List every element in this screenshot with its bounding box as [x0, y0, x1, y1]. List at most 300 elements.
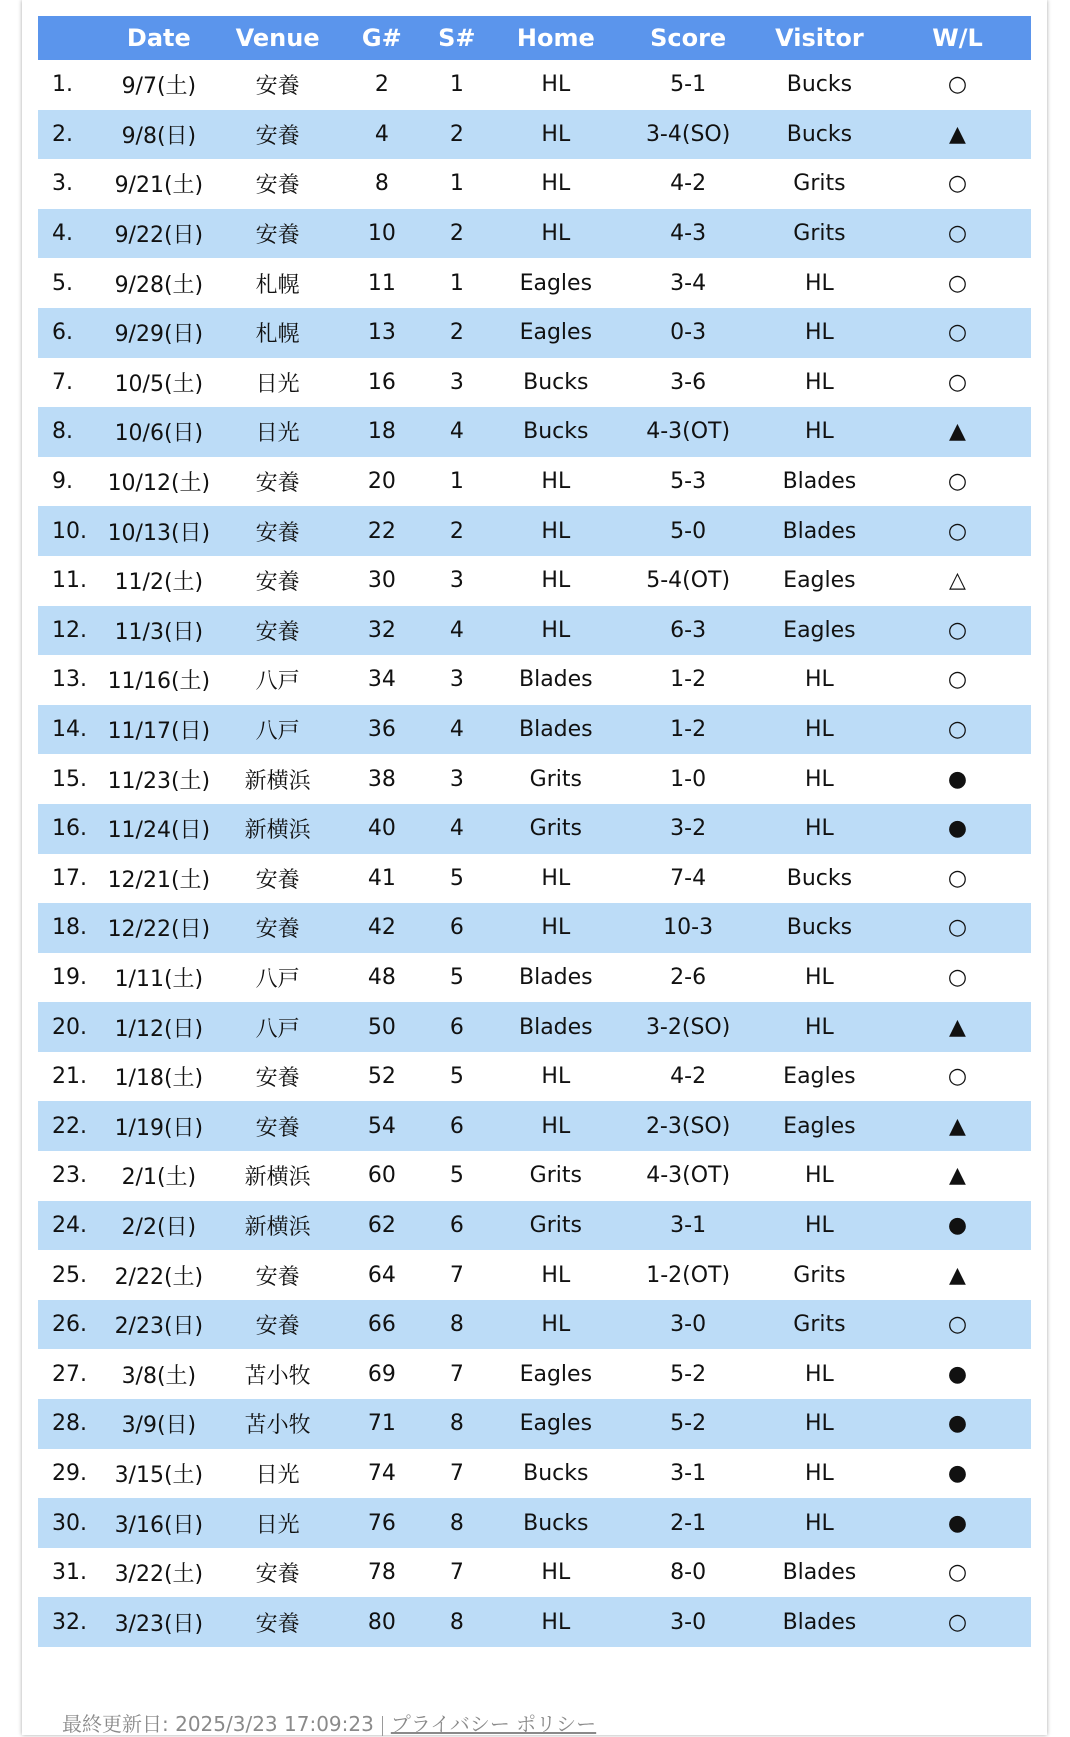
- cell-game-number: 40: [340, 804, 423, 854]
- cell-score: 2-1: [621, 1498, 754, 1548]
- cell-series-number: 4: [424, 407, 491, 457]
- footer-divider: [382, 1716, 383, 1736]
- table-row: [38, 804, 1031, 854]
- cell-game-number: 80: [340, 1597, 423, 1647]
- cell-win-loss: [884, 1597, 1031, 1647]
- cell-game-number: 69: [367, 1361, 396, 1387]
- cell-venue: 安養: [215, 110, 340, 160]
- cell-score: 4-3(OT): [646, 1163, 731, 1189]
- result-mark-icon: ○: [947, 518, 968, 544]
- cell-visitor: Grits: [793, 1262, 846, 1288]
- cell-visitor: HL: [805, 667, 834, 693]
- cell-win-loss: [884, 1349, 1031, 1399]
- table-row: [38, 358, 1031, 408]
- result-mark-icon: ○: [947, 171, 968, 197]
- cell-score: 6-3: [621, 606, 754, 656]
- cell-date: 2/2(日): [103, 1201, 216, 1251]
- cell-score: 5-2: [621, 1399, 754, 1449]
- cell-home: HL: [541, 469, 571, 495]
- cell-win-loss: [884, 60, 1031, 110]
- cell-win-loss: [884, 358, 1031, 408]
- table-row: [38, 1300, 1031, 1350]
- cell-home: Eagles: [490, 308, 621, 358]
- cell-home: Blades: [490, 1002, 621, 1052]
- cell-date: 9/28(土): [114, 272, 204, 298]
- table-row: [38, 1597, 1031, 1647]
- cell-home: HL: [490, 606, 621, 656]
- cell-row-number: 23.: [52, 1163, 87, 1189]
- result-mark-icon: ▲: [949, 1014, 966, 1040]
- cell-win-loss: [884, 804, 1031, 854]
- table-row: [38, 457, 1031, 507]
- cell-home: HL: [541, 171, 571, 197]
- cell-home: HL: [490, 1101, 621, 1151]
- cell-visitor: Grits: [755, 209, 884, 259]
- result-mark-icon: ○: [947, 617, 968, 643]
- result-mark-icon: ●: [947, 1411, 968, 1437]
- cell-date: 1/18(土): [114, 1066, 204, 1092]
- cell-score: 10-3: [621, 903, 754, 953]
- cell-series-number: 8: [424, 1300, 491, 1350]
- cell-visitor: HL: [805, 369, 834, 395]
- table-row: [38, 60, 1031, 110]
- header-date: Date: [103, 16, 216, 60]
- table-row: [38, 1498, 1031, 1548]
- cell-home: Grits: [529, 766, 582, 792]
- table-row: [38, 209, 1031, 259]
- cell-row-number: 25.: [52, 1262, 87, 1288]
- cell-win-loss: [884, 1449, 1031, 1499]
- cell-score: 3-2(SO): [621, 1002, 754, 1052]
- cell-win-loss: [884, 457, 1031, 507]
- cell-win-loss: [884, 754, 1031, 804]
- cell-visitor: Grits: [793, 171, 846, 197]
- cell-venue: 札幌: [215, 308, 340, 358]
- cell-game-number: 18: [340, 407, 423, 457]
- cell-row-number: 28.: [38, 1399, 103, 1449]
- cell-series-number: 3: [449, 667, 464, 693]
- cell-score: 3-1: [621, 1201, 754, 1251]
- cell-game-number: 76: [340, 1498, 423, 1548]
- cell-series-number: 6: [424, 1002, 491, 1052]
- cell-venue: 新横浜: [244, 768, 311, 794]
- cell-visitor: Eagles: [783, 568, 856, 594]
- cell-row-number: 26.: [38, 1300, 103, 1350]
- result-mark-icon: ○: [947, 915, 968, 941]
- cell-series-number: 6: [424, 1201, 491, 1251]
- cell-row-number: 6.: [38, 308, 103, 358]
- cell-series-number: 2: [424, 209, 491, 259]
- cell-date: 9/21(土): [114, 173, 204, 199]
- cell-series-number: 1: [449, 72, 464, 98]
- cell-row-number: 30.: [38, 1498, 103, 1548]
- result-mark-icon: ○: [947, 1609, 968, 1635]
- cell-visitor: HL: [805, 1163, 834, 1189]
- cell-home: Bucks: [490, 407, 621, 457]
- cell-score: 1-0: [670, 766, 707, 792]
- cell-visitor: HL: [805, 964, 834, 990]
- table-row: [38, 1151, 1031, 1201]
- cell-date: 11/2(土): [114, 570, 204, 596]
- cell-row-number: 20.: [38, 1002, 103, 1052]
- cell-venue: 安養: [215, 209, 340, 259]
- cell-series-number: 2: [424, 110, 491, 160]
- cell-game-number: 16: [367, 369, 396, 395]
- table-row: [38, 506, 1031, 556]
- cell-home: Blades: [518, 964, 593, 990]
- cell-game-number: 30: [367, 568, 396, 594]
- cell-win-loss: [884, 506, 1031, 556]
- result-mark-icon: ▲: [949, 419, 966, 445]
- cell-row-number: 8.: [38, 407, 103, 457]
- table-row: [38, 1548, 1031, 1598]
- cell-date: 2/23(日): [103, 1300, 216, 1350]
- cell-series-number: 8: [424, 1399, 491, 1449]
- result-mark-icon: ○: [947, 667, 968, 693]
- cell-row-number: 1.: [52, 72, 73, 98]
- cell-game-number: 13: [340, 308, 423, 358]
- cell-win-loss: [884, 1151, 1031, 1201]
- cell-venue: 安養: [255, 173, 300, 199]
- table-row: [38, 1250, 1031, 1300]
- cell-date: 10/6(日): [103, 407, 216, 457]
- cell-home: HL: [490, 1300, 621, 1350]
- cell-series-number: 3: [449, 369, 464, 395]
- cell-date: 12/22(日): [103, 903, 216, 953]
- cell-game-number: 36: [340, 705, 423, 755]
- cell-row-number: 13.: [52, 667, 87, 693]
- result-mark-icon: ●: [947, 1460, 968, 1486]
- cell-date: 9/8(日): [103, 110, 216, 160]
- cell-series-number: 8: [424, 1498, 491, 1548]
- cell-row-number: 7.: [52, 369, 73, 395]
- cell-venue: 安養: [215, 903, 340, 953]
- cell-venue: 安養: [255, 74, 300, 100]
- result-mark-icon: ▲: [949, 121, 966, 147]
- cell-game-number: 54: [340, 1101, 423, 1151]
- cell-visitor: HL: [755, 804, 884, 854]
- header-visitor: Visitor: [755, 16, 884, 60]
- cell-venue: 八戸: [215, 705, 340, 755]
- cell-row-number: 24.: [38, 1201, 103, 1251]
- cell-game-number: 38: [367, 766, 396, 792]
- cell-series-number: 3: [449, 766, 464, 792]
- cell-venue: 日光: [255, 1462, 300, 1488]
- cell-win-loss: [884, 209, 1031, 259]
- cell-win-loss: [884, 705, 1031, 755]
- cell-win-loss: [884, 110, 1031, 160]
- cell-series-number: 7: [449, 1262, 464, 1288]
- table-row: [38, 159, 1031, 209]
- cell-score: 8-0: [670, 1560, 707, 1586]
- result-mark-icon: ○: [947, 221, 968, 247]
- cell-row-number: 10.: [38, 506, 103, 556]
- cell-visitor: HL: [755, 705, 884, 755]
- cell-home: HL: [541, 568, 571, 594]
- table-row: [38, 308, 1031, 358]
- cell-venue: 安養: [215, 606, 340, 656]
- cell-visitor: Bucks: [786, 72, 853, 98]
- cell-game-number: 4: [340, 110, 423, 160]
- cell-date: 10/13(日): [103, 506, 216, 556]
- header-game-number: G#: [340, 16, 423, 60]
- cell-series-number: 6: [424, 1101, 491, 1151]
- cell-series-number: 6: [424, 903, 491, 953]
- cell-win-loss: [884, 1548, 1031, 1598]
- cell-date: 1/11(土): [114, 966, 204, 992]
- cell-date: 3/16(日): [103, 1498, 216, 1548]
- cell-home: HL: [541, 72, 571, 98]
- cell-venue: 日光: [255, 371, 300, 397]
- cell-game-number: 74: [367, 1460, 396, 1486]
- cell-visitor: HL: [755, 407, 884, 457]
- header-home: Home: [490, 16, 621, 60]
- cell-row-number: 27.: [52, 1361, 87, 1387]
- result-mark-icon: ▲: [949, 1113, 966, 1139]
- footer: [62, 1708, 596, 1737]
- cell-venue: 苫小牧: [244, 1363, 311, 1389]
- cell-visitor: HL: [755, 1498, 884, 1548]
- cell-date: 11/17(日): [103, 705, 216, 755]
- cell-score: 7-4: [670, 865, 707, 891]
- cell-game-number: 34: [367, 667, 396, 693]
- result-mark-icon: ▲: [949, 1262, 966, 1288]
- cell-visitor: Blades: [755, 1597, 884, 1647]
- table-row: [38, 1101, 1031, 1151]
- cell-row-number: 15.: [52, 766, 87, 792]
- cell-row-number: 16.: [38, 804, 103, 854]
- cell-score: 0-3: [621, 308, 754, 358]
- cell-score: 4-2: [670, 1064, 707, 1090]
- cell-date: 9/7(土): [121, 74, 197, 100]
- cell-win-loss: [884, 308, 1031, 358]
- cell-visitor: HL: [755, 1201, 884, 1251]
- cell-date: 12/21(土): [107, 867, 211, 893]
- cell-venue: 安養: [255, 570, 300, 596]
- table-row: [38, 606, 1031, 656]
- cell-date: 9/29(日): [103, 308, 216, 358]
- cell-game-number: 22: [340, 506, 423, 556]
- cell-home: HL: [541, 1560, 571, 1586]
- cell-score: 3-0: [621, 1597, 754, 1647]
- cell-home: Eagles: [519, 1361, 593, 1387]
- cell-win-loss: [884, 1498, 1031, 1548]
- cell-date: 2/1(土): [121, 1165, 197, 1191]
- cell-visitor: HL: [805, 270, 834, 296]
- cell-venue: 安養: [215, 1597, 340, 1647]
- cell-series-number: 4: [424, 606, 491, 656]
- cell-visitor: Eagles: [755, 606, 884, 656]
- cell-score: 2-3(SO): [621, 1101, 754, 1151]
- cell-row-number: 21.: [52, 1064, 87, 1090]
- cell-row-number: 4.: [38, 209, 103, 259]
- cell-venue: 安養: [255, 1264, 300, 1290]
- result-mark-icon: ●: [947, 1361, 968, 1387]
- cell-date: 11/16(土): [107, 669, 211, 695]
- cell-row-number: 31.: [52, 1560, 87, 1586]
- cell-venue: 新横浜: [215, 1201, 340, 1251]
- cell-home: HL: [490, 209, 621, 259]
- table-body: [38, 60, 1031, 1647]
- cell-score: 5-2: [670, 1361, 707, 1387]
- cell-game-number: 50: [340, 1002, 423, 1052]
- result-mark-icon: △: [949, 568, 966, 594]
- cell-date: 3/8(土): [121, 1363, 197, 1389]
- cell-game-number: 32: [340, 606, 423, 656]
- header-score: Score: [621, 16, 754, 60]
- cell-home: Blades: [490, 705, 621, 755]
- cell-date: 11/23(土): [107, 768, 211, 794]
- cell-win-loss: [884, 1052, 1031, 1102]
- table-row: [38, 1201, 1031, 1251]
- cell-row-number: 2.: [38, 110, 103, 160]
- table-row: [38, 1002, 1031, 1052]
- cell-home: HL: [541, 865, 571, 891]
- privacy-policy-link[interactable]: プライバシー ポリシー: [390, 1712, 597, 1736]
- table-row: [38, 1052, 1031, 1102]
- cell-home: Eagles: [490, 1399, 621, 1449]
- result-mark-icon: ○: [947, 964, 968, 990]
- cell-score: 4-3: [621, 209, 754, 259]
- cell-score: 5-1: [670, 72, 707, 98]
- cell-row-number: 29.: [52, 1460, 87, 1486]
- cell-win-loss: [884, 1002, 1031, 1052]
- result-mark-icon: ○: [947, 320, 968, 346]
- cell-home: Grits: [529, 1163, 582, 1189]
- cell-score: 4-3(OT): [621, 407, 754, 457]
- cell-score: 4-2: [670, 171, 707, 197]
- cell-venue: 八戸: [255, 669, 300, 695]
- cell-win-loss: [884, 258, 1031, 308]
- cell-visitor: Bucks: [755, 903, 884, 953]
- cell-row-number: 19.: [52, 964, 87, 990]
- cell-row-number: 3.: [52, 171, 73, 197]
- cell-home: Eagles: [519, 270, 593, 296]
- cell-win-loss: [884, 556, 1031, 606]
- cell-score: 3-6: [670, 369, 707, 395]
- cell-game-number: 60: [367, 1163, 396, 1189]
- table-row: [38, 407, 1031, 457]
- cell-series-number: 1: [449, 469, 464, 495]
- cell-win-loss: [884, 1300, 1031, 1350]
- cell-home: HL: [541, 1262, 571, 1288]
- result-mark-icon: ○: [947, 865, 968, 891]
- cell-win-loss: [884, 953, 1031, 1003]
- cell-venue: 新横浜: [215, 804, 340, 854]
- table-row: [38, 705, 1031, 755]
- cell-score: 2-6: [670, 964, 707, 990]
- cell-score: 5-0: [621, 506, 754, 556]
- cell-game-number: 20: [367, 469, 396, 495]
- cell-row-number: 18.: [38, 903, 103, 953]
- cell-visitor: Bucks: [755, 110, 884, 160]
- header-series-number: S#: [424, 16, 491, 60]
- result-mark-icon: ▲: [949, 1163, 966, 1189]
- cell-date: 10/12(土): [107, 471, 211, 497]
- cell-visitor: Blades: [755, 506, 884, 556]
- cell-date: 1/12(日): [103, 1002, 216, 1052]
- cell-date: 3/15(土): [114, 1462, 204, 1488]
- table-row: [38, 754, 1031, 804]
- result-mark-icon: ○: [947, 72, 968, 98]
- cell-game-number: 64: [367, 1262, 396, 1288]
- cell-row-number: 22.: [38, 1101, 103, 1151]
- cell-venue: 安養: [255, 1066, 300, 1092]
- cell-venue: 安養: [255, 471, 300, 497]
- cell-date: 3/23(日): [103, 1597, 216, 1647]
- cell-series-number: 2: [424, 506, 491, 556]
- cell-win-loss: [884, 159, 1031, 209]
- cell-score: 5-3: [670, 469, 707, 495]
- cell-row-number: 14.: [38, 705, 103, 755]
- cell-venue: 日光: [215, 1498, 340, 1548]
- last-updated-text: 最終更新日: 2025/3/23 17:09:23: [62, 1712, 374, 1736]
- cell-home: Blades: [518, 667, 593, 693]
- cell-home: HL: [490, 110, 621, 160]
- cell-date: 9/22(日): [103, 209, 216, 259]
- cell-home: Bucks: [490, 1498, 621, 1548]
- cell-row-number: 32.: [38, 1597, 103, 1647]
- cell-series-number: 5: [449, 1064, 464, 1090]
- cell-win-loss: [884, 903, 1031, 953]
- result-mark-icon: ○: [947, 1560, 968, 1586]
- table-row: [38, 1349, 1031, 1399]
- cell-series-number: 1: [449, 270, 464, 296]
- cell-series-number: 7: [449, 1460, 464, 1486]
- result-mark-icon: ○: [947, 369, 968, 395]
- cell-game-number: 66: [340, 1300, 423, 1350]
- cell-series-number: 5: [449, 865, 464, 891]
- cell-series-number: 3: [449, 568, 464, 594]
- cell-series-number: 4: [424, 804, 491, 854]
- cell-series-number: 8: [424, 1597, 491, 1647]
- table-row: [38, 1449, 1031, 1499]
- cell-visitor: HL: [755, 308, 884, 358]
- header-row-number: [38, 16, 103, 60]
- cell-score: 3-4: [670, 270, 707, 296]
- cell-visitor: Blades: [782, 1560, 857, 1586]
- table-row: [38, 953, 1031, 1003]
- cell-visitor: HL: [805, 766, 834, 792]
- cell-home: Bucks: [523, 369, 589, 395]
- cell-win-loss: [884, 407, 1031, 457]
- cell-win-loss: [884, 606, 1031, 656]
- cell-row-number: 9.: [52, 469, 73, 495]
- result-mark-icon: ○: [947, 469, 968, 495]
- cell-series-number: 2: [424, 308, 491, 358]
- cell-game-number: 11: [367, 270, 396, 296]
- cell-series-number: 5: [449, 1163, 464, 1189]
- result-mark-icon: ○: [947, 1312, 968, 1338]
- cell-series-number: 1: [449, 171, 464, 197]
- cell-visitor: Eagles: [755, 1101, 884, 1151]
- cell-date: 10/5(土): [114, 371, 204, 397]
- cell-visitor: Eagles: [783, 1064, 856, 1090]
- table-row: [38, 903, 1031, 953]
- header-win-loss: W/L: [884, 16, 1031, 60]
- result-mark-icon: ●: [947, 816, 968, 842]
- cell-visitor: Bucks: [786, 865, 853, 891]
- cell-game-number: 52: [367, 1064, 396, 1090]
- table-row: [38, 258, 1031, 308]
- cell-venue: 安養: [215, 1300, 340, 1350]
- cell-game-number: 71: [340, 1399, 423, 1449]
- result-mark-icon: ●: [947, 766, 968, 792]
- cell-series-number: 7: [449, 1361, 464, 1387]
- cell-row-number: 17.: [52, 865, 87, 891]
- cell-win-loss: [884, 1101, 1031, 1151]
- result-mark-icon: ○: [947, 1064, 968, 1090]
